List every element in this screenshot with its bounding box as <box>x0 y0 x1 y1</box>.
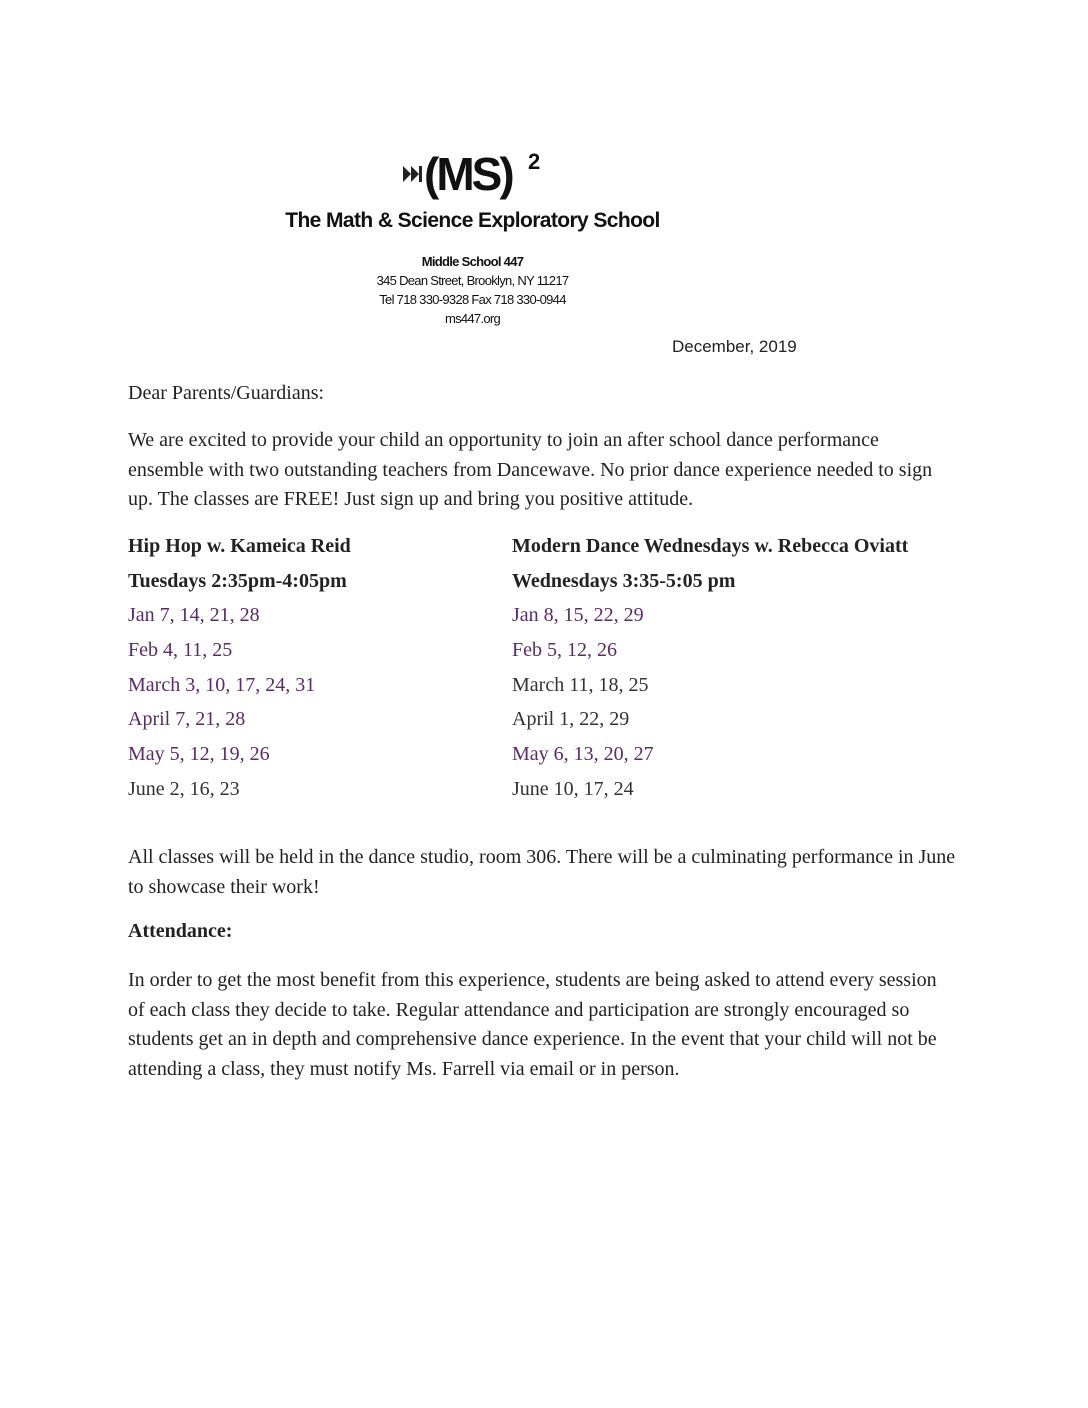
date-row: Jan 7, 14, 21, 28 <box>128 604 260 627</box>
school-phone-fax: Tel 718 330-9328 Fax 718 330-0944 <box>379 292 566 307</box>
date-row: June 10, 17, 24 <box>512 777 634 800</box>
date-row: May 6, 13, 20, 27 <box>512 743 654 766</box>
logo-text: (MS) <box>424 148 512 200</box>
letterhead-address <box>0 252 945 328</box>
class-time: Tuesdays 2:35pm-4:05pm <box>128 569 347 592</box>
class-title: Hip Hop w. Kameica Reid <box>128 535 351 557</box>
class-time: Wednesdays 3:35-5:05 pm <box>512 569 736 592</box>
letter-date: December, 2019 <box>672 337 797 356</box>
date-row: March 11, 18, 25 <box>512 673 649 696</box>
date-row: May 5, 12, 19, 26 <box>128 743 270 766</box>
date-row: April 1, 22, 29 <box>512 708 630 731</box>
school-name: The Math & Science Exploratory School <box>285 209 660 232</box>
attendance-heading: Attendance: <box>128 920 233 942</box>
school-website: ms447.org <box>444 311 501 326</box>
school-logo <box>400 140 560 216</box>
date-row: Feb 5, 12, 26 <box>512 639 617 662</box>
logo-superscript: 2 <box>528 149 541 174</box>
school-address: 345 Dean Street, Brooklyn, NY 11217 <box>376 273 569 288</box>
intro-paragraph: We are excited to provide your child an opportunity to join an after school dance performance ensemble with two outstanding teachers from Dancewave. No prior dance experience needed to sign up. The classes are FREE! Just sign up and bring you positive attitude. <box>128 429 933 510</box>
date-row: Jan 8, 15, 22, 29 <box>512 604 644 627</box>
location-paragraph: All classes will be held in the dance studio, room 306. There will be a culminating performance in June to showcase their work! <box>128 846 956 898</box>
modern-dance-schedule <box>512 531 908 809</box>
date-row: March 3, 10, 17, 24, 31 <box>128 673 316 696</box>
fast-forward-icon <box>403 166 411 182</box>
hip-hop-schedule <box>128 531 351 809</box>
greeting: Dear Parents/Guardians: <box>128 382 325 404</box>
attendance-paragraph: In order to get the most benefit from this experience, students are being asked to attend every session of each class they decide to take. Regular attendance and participation are strongly encouraged so students get an in depth and comprehensive dance experience. In the event that your child will not be attending a class, they must notify Ms. Farrell via email or in person. <box>128 969 937 1080</box>
class-title: Modern Dance Wednesdays w. Rebecca Oviatt <box>512 535 909 557</box>
date-row: Feb 4, 11, 25 <box>128 639 233 662</box>
school-number: Middle School 447 <box>421 254 524 269</box>
date-row: April 7, 21, 28 <box>128 708 246 731</box>
date-row: June 2, 16, 23 <box>128 777 240 800</box>
